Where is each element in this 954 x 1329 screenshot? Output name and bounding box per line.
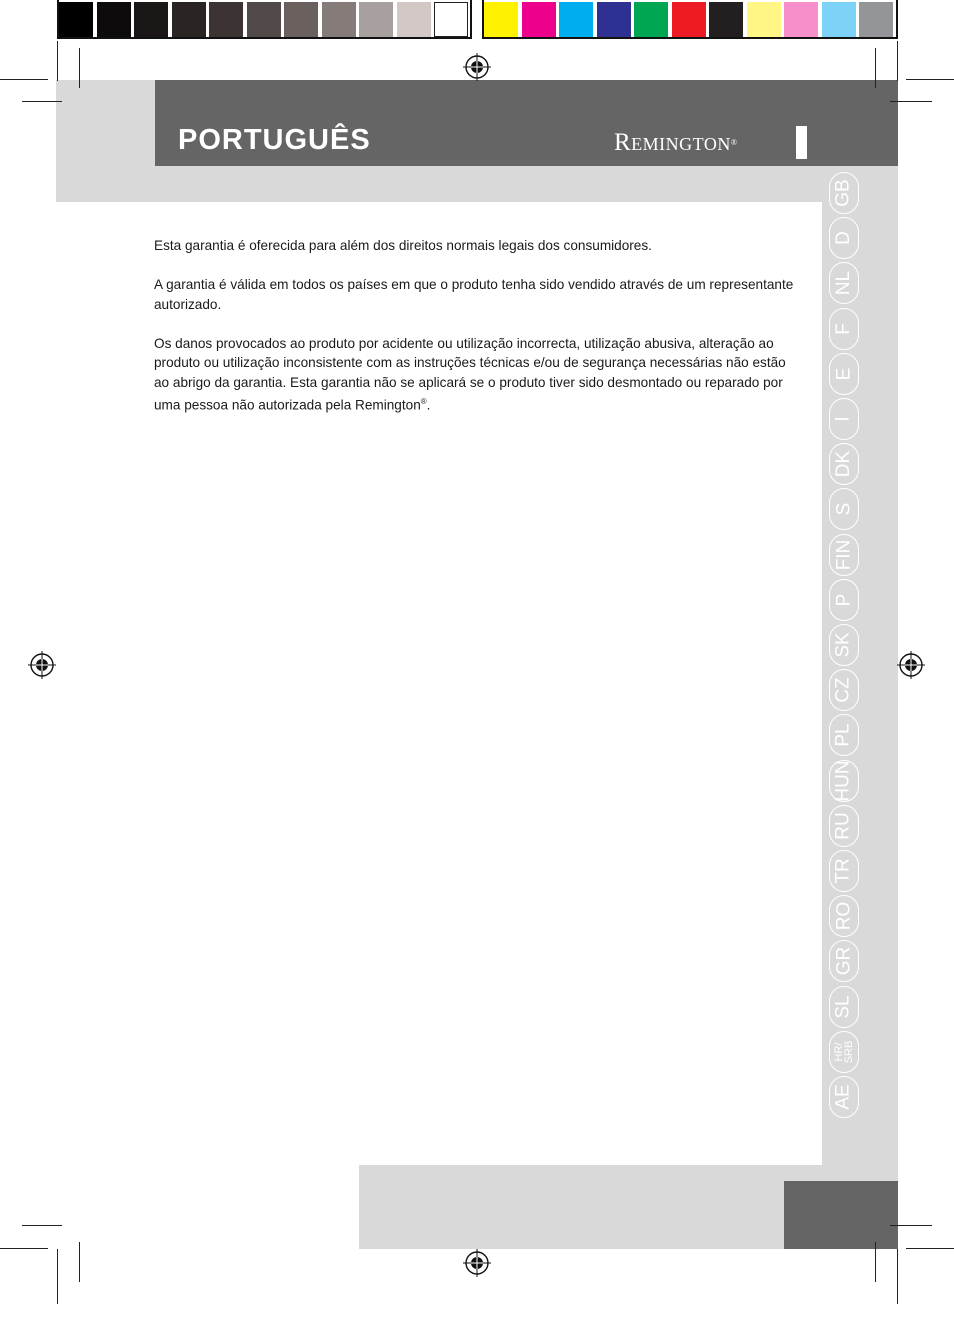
language-tab-sl[interactable] xyxy=(829,986,859,1028)
paragraph-validity: A garantia é válida em todos os países em que o produto tenha sido vendido através de um representante autorizado. xyxy=(154,277,794,312)
language-tab-label: E xyxy=(833,367,854,381)
language-tab-pl[interactable] xyxy=(829,714,859,756)
language-tab-label: NL xyxy=(832,271,854,296)
language-tab-label: I xyxy=(833,416,854,422)
brand-name: Remington xyxy=(614,129,731,156)
crop-mark xyxy=(875,48,876,88)
color-swatch-7 xyxy=(709,2,743,37)
gray-swatch-5 xyxy=(209,2,243,37)
crop-mark xyxy=(897,41,898,81)
gray-swatch-11 xyxy=(434,2,468,37)
language-tab-f[interactable] xyxy=(829,308,859,350)
language-tab-label: F xyxy=(832,322,854,335)
calibration-bar-left xyxy=(59,0,472,39)
registered-mark: ® xyxy=(420,397,427,406)
gray-swatch-6 xyxy=(247,2,281,37)
color-swatch-3 xyxy=(559,2,593,37)
paragraph-exclusions: Os danos provocados ao produto por acidente ou utilização incorrecta, utilização abusiva, alteração ao produto ou utilização inconsistente com as instruções técnicas e/ou de segurança necessárias não estão ao abrigo da garantia. Esta garantia não se aplicará se o produto tiver sido desmontado ou reparado por uma pessoa não autorizada pela Remington®. xyxy=(154,335,786,413)
gray-swatch-2 xyxy=(97,2,131,37)
color-swatch-6 xyxy=(672,2,706,37)
gray-swatch-8 xyxy=(322,2,356,37)
language-tab-e[interactable] xyxy=(829,353,859,395)
gray-swatch-4 xyxy=(172,2,206,37)
brand-registered-mark: ® xyxy=(730,138,738,147)
crop-mark xyxy=(79,48,80,88)
crop-mark xyxy=(57,1249,58,1304)
language-tab-d[interactable] xyxy=(829,217,859,259)
gray-swatch-9 xyxy=(359,2,393,37)
language-tab-label: S xyxy=(833,503,854,516)
gray-swatch-3 xyxy=(134,2,168,37)
color-swatch-10 xyxy=(822,2,856,37)
color-swatch-2 xyxy=(522,2,556,37)
language-tab-label: RU xyxy=(832,812,854,840)
language-tab-label: GR xyxy=(833,947,854,976)
crop-mark xyxy=(22,101,62,102)
language-tab-sk[interactable] xyxy=(829,624,859,666)
registration-mark-bottom xyxy=(463,1249,491,1277)
language-tab-label: SL xyxy=(833,994,854,1019)
language-tab-gb[interactable] xyxy=(829,172,859,214)
language-tab-nl[interactable] xyxy=(829,262,859,304)
language-tab-i[interactable] xyxy=(829,398,859,440)
language-tab-label: GB xyxy=(832,179,854,207)
language-tab-hun[interactable] xyxy=(829,760,859,802)
registration-mark-left xyxy=(28,651,56,679)
gray-swatch-10 xyxy=(397,2,431,37)
crop-mark xyxy=(875,1242,876,1282)
warranty-text xyxy=(154,236,804,435)
language-tab-label: HUN xyxy=(833,760,855,802)
brand-logo xyxy=(614,128,737,158)
crop-mark xyxy=(906,79,954,80)
language-tab-ru[interactable] xyxy=(829,805,859,847)
gray-swatch-7 xyxy=(284,2,318,37)
color-swatch-1 xyxy=(484,2,518,37)
color-swatch-11 xyxy=(859,2,893,37)
language-tab-label: SK xyxy=(832,632,854,658)
language-tab-label: RO xyxy=(833,901,854,931)
language-tab-ae[interactable] xyxy=(829,1076,859,1118)
language-tab-label: TR xyxy=(832,858,854,884)
language-tab-label: HR/ SRB xyxy=(833,1040,855,1064)
calibration-bar-right xyxy=(484,0,897,39)
brand-bar xyxy=(796,126,807,159)
crop-mark xyxy=(890,1225,932,1226)
language-tab-p[interactable] xyxy=(829,579,859,621)
language-tab-fin[interactable] xyxy=(829,534,859,576)
crop-mark xyxy=(0,79,48,80)
page-title: PORTUGUÊS xyxy=(178,124,371,156)
crop-mark xyxy=(79,1242,80,1282)
language-tab-label: P xyxy=(833,593,854,607)
crop-mark xyxy=(906,1248,954,1249)
language-tab-label: CZ xyxy=(832,677,854,703)
gray-swatch-1 xyxy=(59,2,93,37)
language-tab-dk[interactable] xyxy=(829,443,859,485)
crop-mark xyxy=(897,1249,898,1304)
page-number-box xyxy=(784,1181,898,1249)
paragraph-consumer-rights: Esta garantia é oferecida para além dos direitos normais legais dos consumidores. xyxy=(154,238,652,253)
language-tab-ro[interactable] xyxy=(829,895,859,937)
color-swatch-4 xyxy=(597,2,631,37)
color-swatch-8 xyxy=(747,2,781,37)
language-tab-s[interactable] xyxy=(829,488,859,530)
crop-mark xyxy=(22,1225,62,1226)
language-tab-label: FIN xyxy=(833,539,855,570)
language-tab-label: PL xyxy=(833,723,854,748)
language-tab-cz[interactable] xyxy=(829,669,859,711)
language-tab-label: AE xyxy=(832,1084,854,1110)
registration-mark-right xyxy=(897,651,925,679)
crop-mark xyxy=(890,101,932,102)
registration-mark-top xyxy=(463,53,491,81)
language-tab-gr[interactable] xyxy=(829,940,859,982)
crop-mark xyxy=(0,1248,48,1249)
color-swatch-5 xyxy=(634,2,668,37)
language-tab-label: D xyxy=(832,231,854,246)
crop-mark xyxy=(57,41,58,81)
language-tab-tr[interactable] xyxy=(829,850,859,892)
language-tab-label: DK xyxy=(833,450,854,478)
color-swatch-9 xyxy=(784,2,818,37)
language-tab-hrsrb[interactable] xyxy=(829,1031,859,1073)
